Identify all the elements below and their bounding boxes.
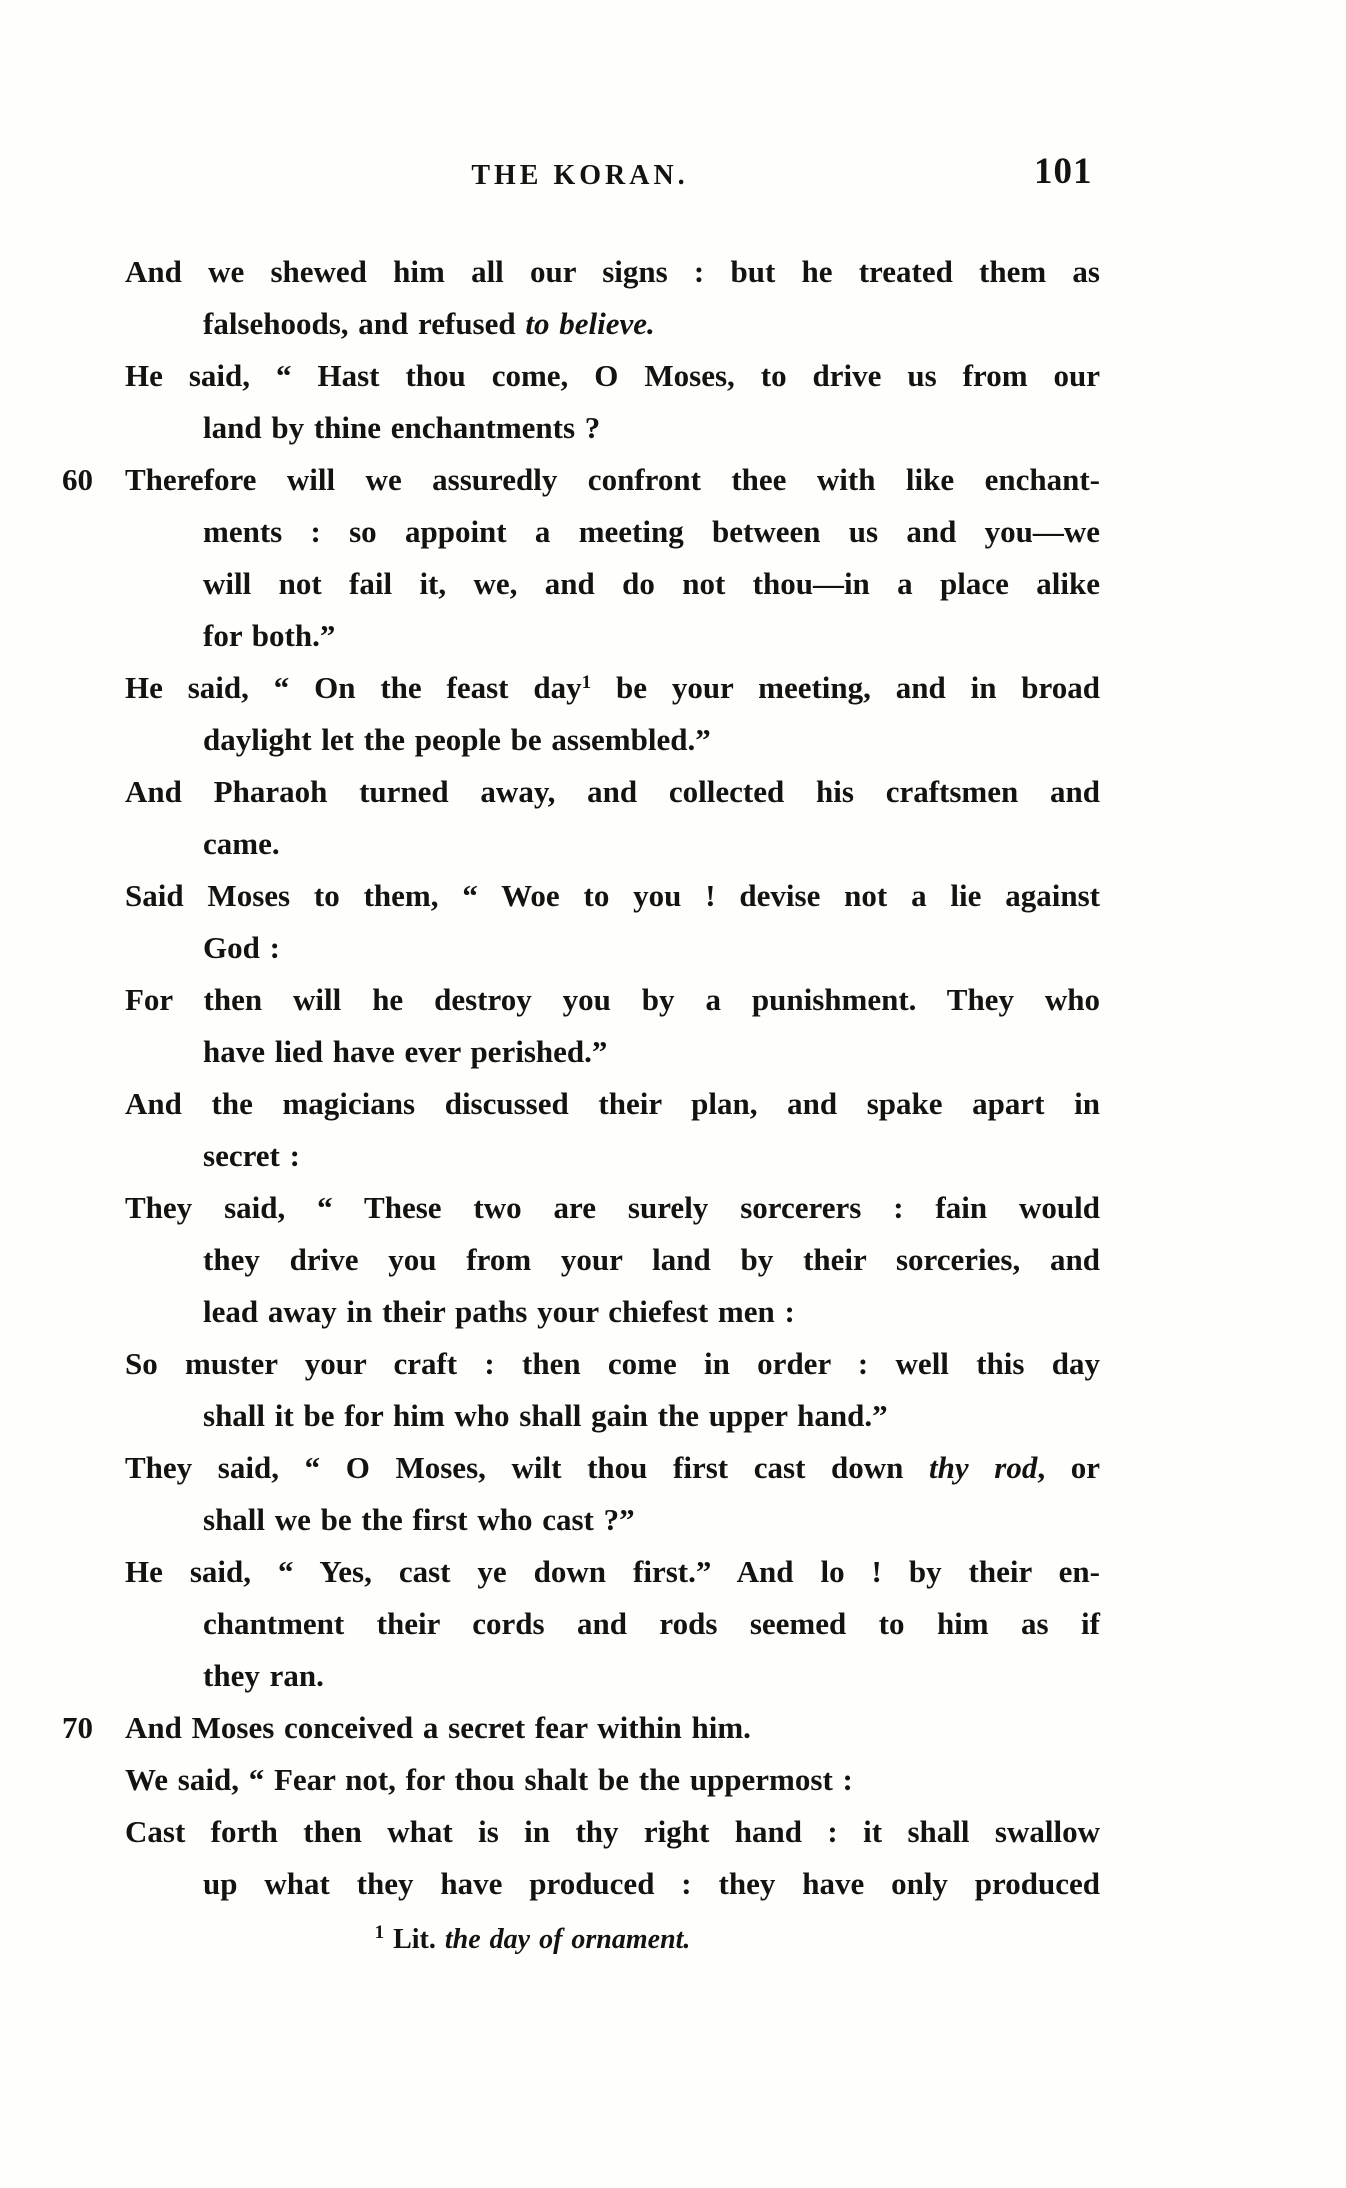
text-line bbox=[125, 1338, 1100, 1390]
text-line bbox=[125, 246, 1100, 298]
verse-number: 70 bbox=[62, 1710, 93, 1745]
text-segment: came. bbox=[203, 826, 280, 861]
text-line bbox=[125, 974, 1100, 1026]
verse-number: 60 bbox=[62, 462, 93, 497]
footnote-marker: 1 bbox=[374, 1922, 385, 1943]
paragraph bbox=[125, 1546, 1100, 1702]
paragraph bbox=[125, 1806, 1100, 1910]
text-segment: Said Moses to them, “ Woe to you ! devise not a lie against bbox=[125, 878, 1100, 913]
text-segment: Lit. bbox=[384, 1924, 445, 1955]
text-line bbox=[203, 922, 1100, 974]
text-segment: So muster your craft : then come in order : well this day bbox=[125, 1346, 1100, 1381]
text-line bbox=[125, 454, 1100, 506]
text-line bbox=[125, 1702, 1100, 1754]
text-segment: And Moses conceived a secret fear within him. bbox=[125, 1710, 751, 1745]
text-segment: And we shewed him all our signs : but he treated them as bbox=[125, 254, 1100, 289]
text-line bbox=[125, 662, 1100, 714]
footnote-marker: 1 bbox=[581, 672, 592, 693]
text-segment: chantment their cords and rods seemed to him as if bbox=[203, 1606, 1100, 1641]
paragraph bbox=[125, 350, 1100, 454]
text-segment: they ran. bbox=[203, 1658, 324, 1693]
text-segment: They said, “ O Moses, wilt thou first cast down bbox=[125, 1450, 930, 1485]
text-line bbox=[125, 1078, 1100, 1130]
text-segment: will not fail it, we, and do not thou—in a place alike bbox=[203, 566, 1100, 601]
text-segment: shall we be the first who cast ?” bbox=[203, 1502, 635, 1537]
text-line bbox=[203, 298, 1100, 350]
text-segment: have lied have ever perished.” bbox=[203, 1034, 608, 1069]
text-line bbox=[125, 1806, 1100, 1858]
running-header: THE KORAN. bbox=[471, 160, 689, 191]
paragraph bbox=[125, 974, 1100, 1078]
paragraph bbox=[125, 1754, 1100, 1806]
text-segment: Therefore will we assuredly confront thee with like enchant- bbox=[125, 462, 1100, 497]
body-text bbox=[62, 246, 1100, 1910]
text-line bbox=[203, 1130, 1100, 1182]
text-line bbox=[125, 766, 1100, 818]
text-segment: up what they have produced : they have only produced bbox=[203, 1866, 1100, 1901]
paragraph bbox=[125, 1442, 1100, 1546]
paragraph bbox=[125, 1182, 1100, 1338]
text-segment: secret : bbox=[203, 1138, 300, 1173]
text-line bbox=[125, 870, 1100, 922]
page-number: 101 bbox=[1034, 151, 1093, 192]
paragraph bbox=[125, 1078, 1100, 1182]
text-segment: for both.” bbox=[203, 618, 336, 653]
paragraph bbox=[125, 870, 1100, 974]
text-line bbox=[125, 1442, 1100, 1494]
italic-text: to believe. bbox=[525, 306, 655, 341]
paragraph bbox=[125, 246, 1100, 350]
paragraph bbox=[62, 454, 1100, 662]
text-segment: And Pharaoh turned away, and collected his craftsmen and bbox=[125, 774, 1100, 809]
text-segment: ments : so appoint a meeting between us and you—we bbox=[203, 514, 1100, 549]
text-line bbox=[203, 1494, 1100, 1546]
text-segment: And the magicians discussed their plan, and spake apart in bbox=[125, 1086, 1100, 1121]
italic-text: thy rod bbox=[929, 1450, 1038, 1485]
text-segment: He said, “ Yes, cast ye down first.” And lo ! by their en- bbox=[125, 1554, 1100, 1589]
text-line bbox=[203, 1026, 1100, 1078]
text-line bbox=[125, 1754, 1100, 1806]
text-segment: He said, “ On the feast day bbox=[125, 670, 582, 705]
text-segment: shall it be for him who shall gain the upper hand.” bbox=[203, 1398, 888, 1433]
text-line bbox=[203, 1858, 1100, 1910]
paragraph bbox=[125, 1338, 1100, 1442]
text-line bbox=[203, 1598, 1100, 1650]
text-line bbox=[203, 1234, 1100, 1286]
text-line bbox=[203, 818, 1100, 870]
text-line bbox=[203, 506, 1100, 558]
text-segment: , or bbox=[1037, 1450, 1100, 1485]
text-segment: For then will he destroy you by a punishment. They who bbox=[125, 982, 1100, 1017]
paragraph bbox=[125, 766, 1100, 870]
text-line bbox=[125, 350, 1100, 402]
text-line bbox=[203, 714, 1100, 766]
paragraph bbox=[125, 662, 1100, 766]
text-line bbox=[125, 1546, 1100, 1598]
text-line bbox=[203, 1286, 1100, 1338]
italic-text: the day of ornament. bbox=[444, 1924, 691, 1955]
paragraph bbox=[62, 1702, 1100, 1754]
text-segment: They said, “ These two are surely sorcerers : fain would bbox=[125, 1190, 1100, 1225]
text-segment: He said, “ Hast thou come, O Moses, to drive us from our bbox=[125, 358, 1100, 393]
text-segment: Cast forth then what is in thy right hand : it shall swallow bbox=[125, 1814, 1100, 1849]
text-line bbox=[203, 1650, 1100, 1702]
text-line bbox=[125, 1182, 1100, 1234]
text-segment: they drive you from your land by their sorceries, and bbox=[203, 1242, 1100, 1277]
text-segment: God : bbox=[203, 930, 280, 965]
text-segment: lead away in their paths your chiefest men : bbox=[203, 1294, 795, 1329]
text-line bbox=[203, 402, 1100, 454]
text-line bbox=[203, 558, 1100, 610]
text-segment: land by thine enchantments ? bbox=[203, 410, 601, 445]
text-line bbox=[203, 1390, 1100, 1442]
text-segment: We said, “ Fear not, for thou shalt be the uppermost : bbox=[125, 1762, 853, 1797]
text-line bbox=[203, 610, 1100, 662]
footnote bbox=[125, 1916, 1100, 1964]
text-segment: be your meeting, and in broad bbox=[591, 670, 1100, 705]
text-segment: falsehoods, and refused bbox=[203, 306, 526, 341]
text-segment: daylight let the people be assembled.” bbox=[203, 722, 711, 757]
